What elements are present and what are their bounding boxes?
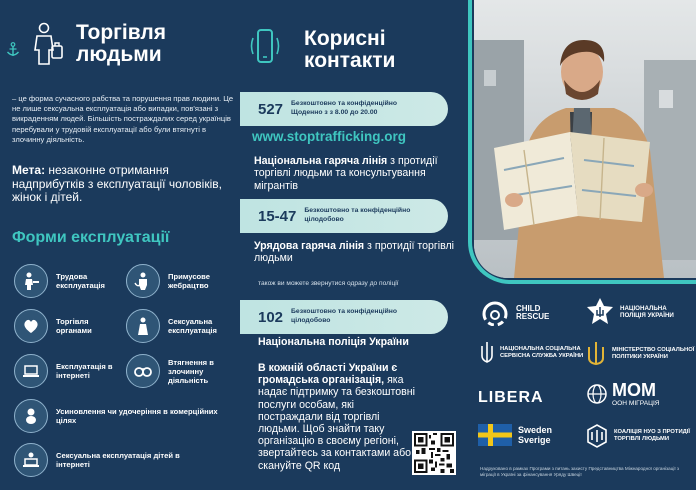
regional-ngo-desc: яка надає підтримку та безкоштовні послуги особам, які постраждали від торгівлі людьми. Щоб знайти таку організацію в своєму регіоні, звертайтесь за контактами або скануйте QR код xyxy=(258,374,416,472)
form-label: Примусове жебрацтво xyxy=(168,272,210,290)
ministry-logo xyxy=(586,340,696,368)
form-item-organs xyxy=(14,309,112,343)
form-label: Трудова експлуатація xyxy=(56,272,105,290)
child-rescue-logo xyxy=(480,300,556,326)
qr-code[interactable] xyxy=(412,431,456,475)
hotline-527-number[interactable]: 527 xyxy=(258,100,284,118)
contacts-title: Корисні контакти xyxy=(304,27,396,72)
begging-icon xyxy=(126,264,160,298)
iom-text: МОМ xyxy=(612,380,656,400)
ministry-text: МІНІСТЕРСТВО СОЦІАЛЬНОЇ ПОЛІТИКИ УКРАЇНИ xyxy=(612,347,695,360)
form-item-labor xyxy=(14,264,120,298)
child-rescue-text: CHILD RESCUE xyxy=(516,304,550,321)
trafficking-header xyxy=(6,22,196,66)
form-label: Експлуатація в інтернеті xyxy=(56,362,113,380)
form-label: Сексуальна експлуатація дітей в інтернеті xyxy=(56,451,180,469)
police-logo xyxy=(586,297,688,327)
government-hotline-desc: з протидії торгівлі людьми xyxy=(254,240,454,265)
middle-column xyxy=(240,0,474,490)
trafficking-intro: – це форма сучасного рабства та порушення прав людини. Це не лише сексуальна експлуатація або випадки, пов'язані з викраденням людей. Більшість постраждалих серед українців перебували у трудовій експлуатації або були втягнуті в злочинну діяльність. xyxy=(12,94,234,144)
sweden-logo xyxy=(478,424,568,446)
hotline-1547-text: Безкоштовно та конфіденційно цілодобово xyxy=(304,207,411,223)
footnote: Надруковано в рамках Програми з питань захисту Представництва Міжнародної організації з міграції в Україні за фінансування Уряду Швеції xyxy=(480,466,680,477)
form-label: Торгівля органами xyxy=(56,317,92,335)
trafficking-title: Торгівля людьми xyxy=(76,21,166,66)
iom-sub: ООН МІГРАЦІЯ xyxy=(612,400,660,407)
form-item-internet xyxy=(14,354,118,388)
regional-ngo-info xyxy=(258,362,418,472)
stoptrafficking-link[interactable]: www.stoptrafficking.org xyxy=(252,129,407,144)
baby-icon xyxy=(14,399,48,433)
form-item-begging xyxy=(126,264,224,298)
organ-icon xyxy=(14,309,48,343)
left-column xyxy=(0,0,240,490)
form-label: Усиновлення чи удочеріння в комерційних цілях xyxy=(56,407,218,425)
forms-title: Форми експлуатації xyxy=(12,229,170,246)
coalition-text: КОАЛІЦІЯ НУО З ПРОТИДІЇ ТОРГІВЛІ ЛЮДЬМИ xyxy=(614,429,690,442)
sweden-flag-icon xyxy=(478,424,512,446)
hotline-102-banner xyxy=(244,300,448,334)
person-with-bag-icon xyxy=(30,22,64,66)
sweden-text: Sweden Sverige xyxy=(518,425,553,445)
police-logo-text: НАЦІОНАЛЬНА ПОЛІЦІЯ УКРАЇНИ xyxy=(620,304,674,319)
coalition-logo xyxy=(586,424,690,448)
un-globe-icon xyxy=(586,383,608,405)
libera-logo xyxy=(478,389,544,407)
national-hotline xyxy=(254,155,454,192)
goal-label: Мета: xyxy=(12,163,46,177)
social-service-text: НАЦІОНАЛЬНА СОЦІАЛЬНА СЕРВІСНА СЛУЖБА УКРАЇНИ xyxy=(500,346,584,359)
child-rescue-icon xyxy=(480,300,510,326)
hotline-102-number[interactable]: 102 xyxy=(258,308,284,326)
hotline-527-text: Безкоштовно та конфіденційно Щоденно з з 8.00 до 20.00 xyxy=(291,100,398,116)
iom-text-block xyxy=(612,381,660,407)
goal-statement xyxy=(12,164,234,205)
anchor-icon xyxy=(6,42,20,58)
form-item-adoption xyxy=(14,399,226,433)
form-item-child-online xyxy=(14,443,206,477)
ministry-trident-icon xyxy=(586,340,606,368)
trident-icon xyxy=(480,340,494,366)
police-note: також ви можете звернутися одразу до поліції xyxy=(258,280,399,287)
hotline-1547-banner xyxy=(244,199,448,233)
hotline-1547-number[interactable]: 15-47 xyxy=(258,207,297,225)
child-laptop-icon xyxy=(14,443,48,477)
phone-icon xyxy=(248,26,282,66)
sexual-icon xyxy=(126,309,160,343)
social-service-logo xyxy=(480,340,586,366)
hotline-102-text: Безкоштовно та конфіденційно цілодобово xyxy=(291,308,398,324)
libera-text: LIBERA xyxy=(478,389,544,406)
laptop-icon xyxy=(14,354,48,388)
national-police: Національна поліція України xyxy=(258,336,409,348)
right-column xyxy=(474,0,696,490)
form-item-sexual xyxy=(126,309,230,343)
worker-icon xyxy=(14,264,48,298)
hotline-527-banner xyxy=(244,92,448,126)
form-label: Сексуальна експлуатація xyxy=(168,317,217,335)
goal-text: незаконне отримання надприбутків з експлуатації чоловіків, жінок і дітей. xyxy=(12,163,222,204)
government-hotline xyxy=(254,240,454,265)
iom-logo xyxy=(586,381,660,407)
coalition-icon xyxy=(586,424,608,448)
national-hotline-desc: з протидії торгівлі людьми та консультування мігрантів xyxy=(254,155,438,192)
traveler-photo xyxy=(474,0,696,278)
form-item-crime xyxy=(126,354,232,388)
handcuffs-icon xyxy=(126,354,160,388)
regional-ngo-title: В кожній області України є громадська організація, xyxy=(258,362,398,387)
national-hotline-title: Національна гаряча лінія xyxy=(254,155,388,167)
government-hotline-title: Урядова гаряча лінія xyxy=(254,240,365,252)
form-label: Втягнення в злочинну діяльність xyxy=(168,357,214,385)
police-star-icon xyxy=(586,297,614,327)
